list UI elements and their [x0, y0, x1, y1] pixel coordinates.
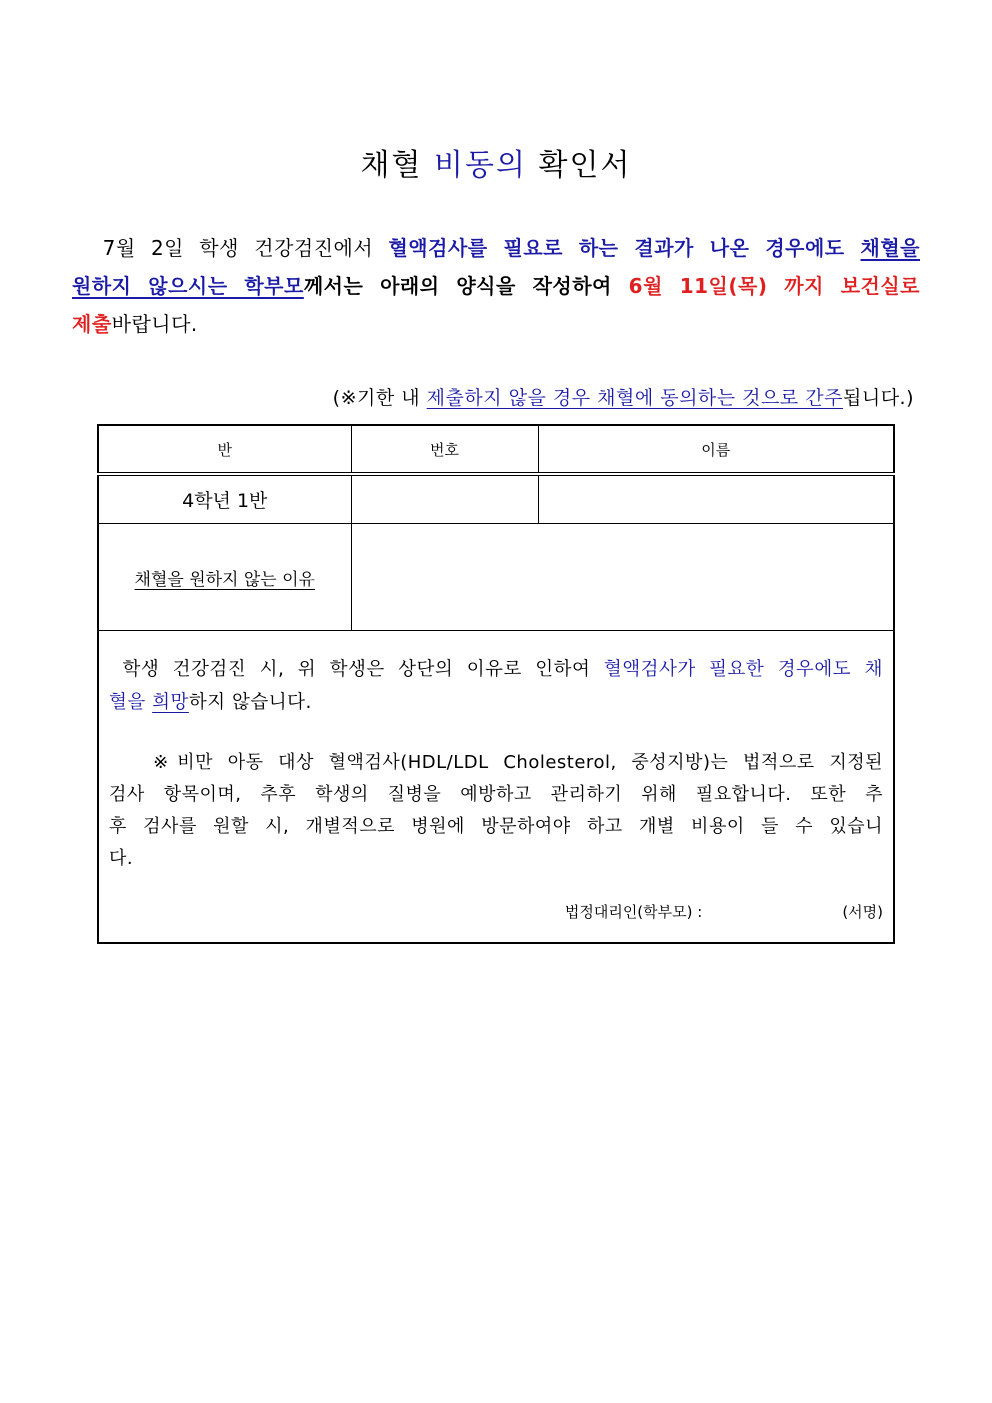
header-class: 반 — [98, 425, 351, 474]
intro-highlight-blue: 혈액검사를 필요로 하는 결과가 나온 경우에도 — [388, 236, 861, 260]
intro-deadline: 6월 11일(목) 까지 보건실로 — [628, 274, 920, 298]
statement-line-1 — [109, 653, 883, 686]
intro-highlight-underlined: 원하지 않으시는 학부모 — [72, 274, 304, 298]
statement-line-2 — [109, 686, 883, 719]
header-number: 번호 — [351, 425, 538, 474]
signature-line — [109, 901, 883, 922]
table-row — [98, 474, 894, 524]
notice-text: (※기한 내 — [332, 387, 427, 409]
table-header-row — [98, 425, 894, 474]
statement-text: 하지 않습니다. — [188, 692, 312, 713]
name-field[interactable] — [538, 474, 894, 524]
reason-field[interactable] — [351, 524, 894, 631]
intro-text: 바랍니다. — [111, 312, 198, 336]
statement-highlight-underlined: 희망 — [152, 692, 189, 713]
title-part-1: 채혈 — [360, 148, 435, 183]
intro-highlight-underlined: 채혈을 — [860, 236, 920, 260]
statement-paragraph — [109, 653, 883, 719]
intro-line-1 — [72, 229, 920, 267]
statement-highlight: 혈액검사가 필요한 경우에도 채 — [603, 659, 883, 680]
intro-paragraph — [72, 229, 920, 343]
deadline-notice — [333, 383, 914, 410]
reason-label — [98, 524, 351, 631]
signature-label: 법정대리인(학부모) : — [564, 903, 703, 921]
notice-highlight: 제출하지 않을 경우 채혈에 동의하는 것으로 간주 — [426, 387, 843, 409]
consent-form-table — [97, 424, 895, 944]
statement-highlight-part1: 혈을 — [109, 692, 153, 713]
note-line-1: ※비만 아동 대상 혈액검사(HDL/LDL Cholesterol, 중성지방)는 법적으로 지정된 — [109, 752, 883, 773]
statement-cell — [98, 631, 894, 944]
notice-text: 됩니다.) — [842, 387, 914, 409]
legal-note — [109, 747, 883, 875]
statement-text: 학생 건강검진 시, 위 학생은 상단의 이유로 인하여 — [109, 659, 604, 680]
header-name: 이름 — [538, 425, 894, 474]
number-field[interactable] — [351, 474, 538, 524]
reason-row — [98, 524, 894, 631]
intro-line-2 — [72, 267, 920, 305]
intro-line-3 — [72, 305, 920, 343]
title-part-2: 비동의 — [434, 148, 527, 183]
note-line-2: 검사 항목이며, 추후 학생의 질병을 예방하고 관리하기 위해 필요합니다. 또한 추 — [109, 784, 883, 805]
title-part-3: 확인서 — [526, 148, 632, 183]
note-line-4: 다. — [109, 848, 134, 869]
statement-row — [98, 631, 894, 944]
reason-label-text: 채혈을 원하지 않는 이유 — [134, 569, 315, 590]
intro-submit: 제출 — [72, 312, 112, 336]
page-title — [0, 140, 992, 184]
signature-suffix: (서명) — [842, 903, 883, 921]
intro-text: 7월 2일 학생 건강검진에서 — [72, 236, 389, 260]
statement-highlight — [109, 692, 189, 713]
note-line-3: 후 검사를 원할 시, 개별적으로 병원에 방문하여야 하고 개별 비용이 들 수 있습니 — [109, 816, 883, 837]
class-cell: 4학년 1반 — [98, 474, 351, 524]
intro-text: 께서는 아래의 양식을 작성하여 — [303, 274, 629, 298]
